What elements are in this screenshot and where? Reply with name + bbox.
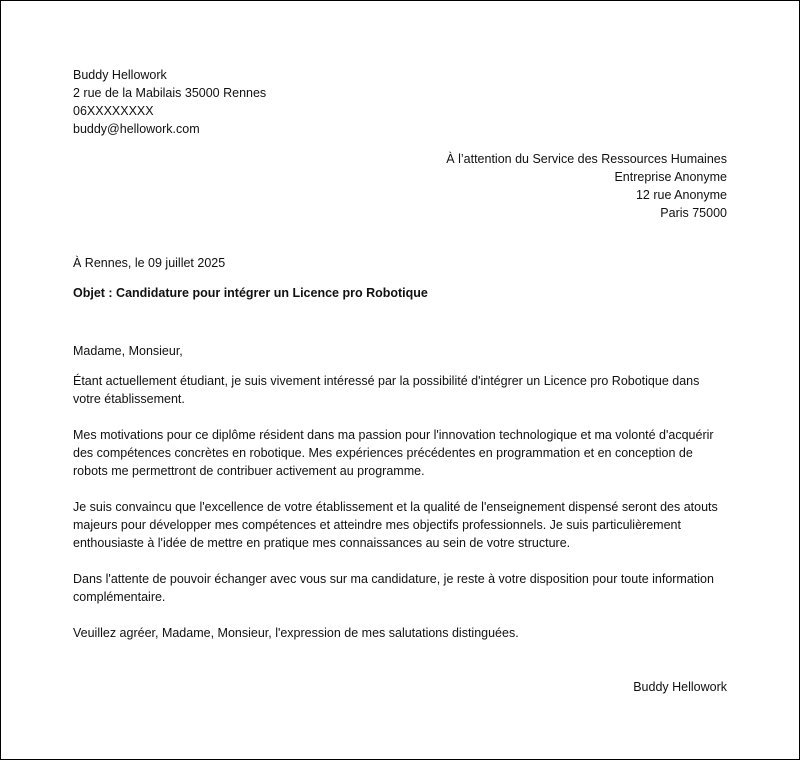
sender-phone: 06XXXXXXXX	[73, 104, 154, 118]
date-line: À Rennes, le 09 juillet 2025	[73, 256, 226, 270]
sender-name: Buddy Hellowork	[73, 68, 167, 82]
paragraph-2: Mes motivations pour ce diplôme résident dans ma passion pour l'innovation technologique et ma volonté d'acquérir des compétences concrètes en robotique. Mes expériences précédentes en programmation et en conception de robots me permettront de contribuer activement au programme.	[73, 428, 714, 478]
recipient-block	[307, 150, 727, 222]
paragraph-4: Dans l'attente de pouvoir échanger avec vous sur ma candidature, je reste à votre disposition pour toute information complémentaire.	[73, 572, 714, 604]
recipient-attention: À l’attention du Service des Ressources Humaines	[446, 152, 727, 166]
subject-line: Objet : Candidature pour intégrer un Licence pro Robotique	[73, 286, 428, 300]
paragraph-1: Étant actuellement étudiant, je suis vivement intéressé par la possibilité d'intégrer un Licence pro Robotique dans votre établissement.	[73, 374, 700, 406]
paragraph-3: Je suis convaincu que l'excellence de votre établissement et la qualité de l'enseignement dispensé seront des atouts majeurs pour développer mes compétences et atteindre mes objectifs professionnels. Je suis particulièrement enthousiaste à l'idée de mettre en pratique mes connaissances au sein de votre structure.	[73, 500, 718, 550]
sender-address: 2 rue de la Mabilais 35000 Rennes	[73, 86, 267, 100]
recipient-street: 12 rue Anonyme	[635, 188, 727, 202]
sender-block	[73, 66, 473, 138]
signature: Buddy Hellowork	[633, 680, 727, 694]
recipient-city: Paris 75000	[660, 206, 727, 220]
letter-body	[73, 342, 729, 660]
sender-email: buddy@hellowork.com	[73, 122, 200, 136]
greeting: Madame, Monsieur,	[73, 344, 183, 358]
recipient-company: Entreprise Anonyme	[614, 170, 727, 184]
closing-paragraph: Veuillez agréer, Madame, Monsieur, l'expression de mes salutations distinguées.	[73, 626, 519, 640]
